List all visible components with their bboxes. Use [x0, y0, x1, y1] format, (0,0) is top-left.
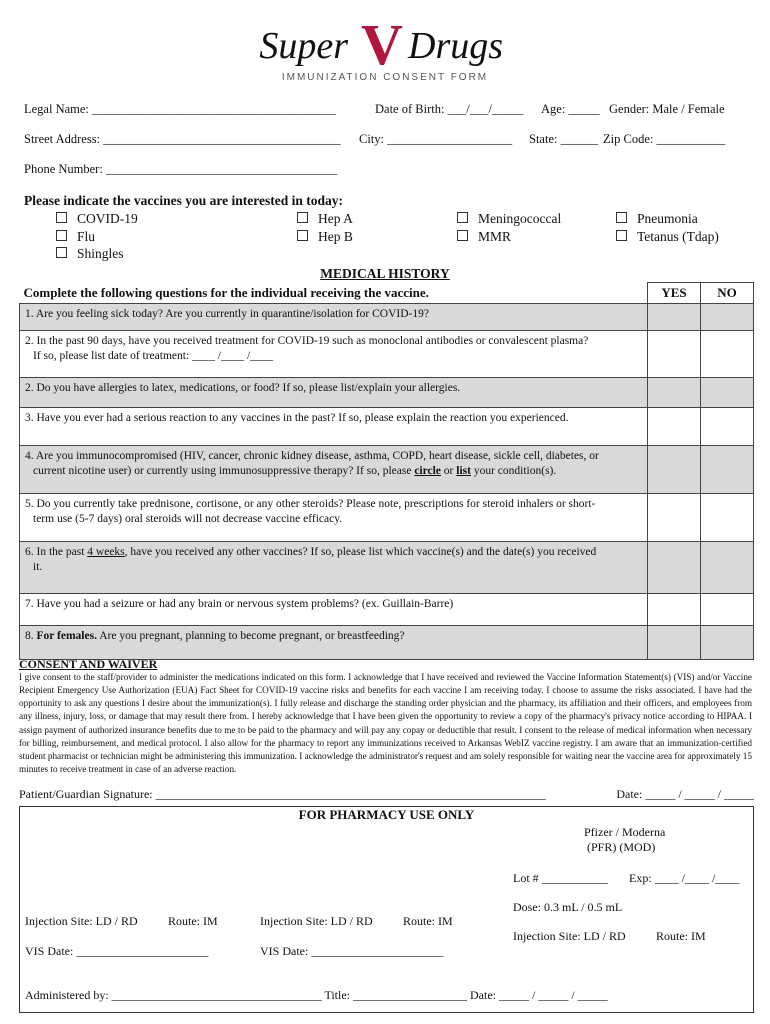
dose-options[interactable]: Dose: 0.3 mL / 0.5 mL [513, 900, 623, 914]
vaccine-meningococcal-checkbox[interactable] [457, 211, 561, 227]
question-8-no-cell[interactable] [701, 593, 754, 625]
checkbox-box[interactable] [56, 247, 67, 258]
checkbox-box[interactable] [297, 212, 308, 223]
consent-text: I give consent to the staff/provider to administer the medications indicated on this form. I acknowledge that I have received and reviewed the Vaccine Information Statement(s) (VIS) and/or Vaccine Recipient Emergency Use Authorization (EUA) Fact Sheet for COVID-19 vaccine risks and benefits for each vaccine I am receiving today. I choose to assume the risks associated. I have had the opportunity to ask any questions I desire about the immunization(s). I fully release and discharge the standing order physician and the pharmacy, its affiliation and their officers, and employees from any illness, injury, loss, or damage that may result there from. I hereby acknowledge that I have been given the opportunity to review a copy of the pharmacy's privacy notice according to HIPAA. I assign payment of authorized insurance benefits due to me to be paid to the pharmacy and will pay any copay or deductible that result. I consent to the release of medical information when necessary for billing, reimbursement, and medical protocol. I also allow for the pharmacy to report any immunizations received to Arkansas WebIZ vaccine registry. I am aware that an immunization-certified student pharmacist or technician might be administering this immunization. I acknowledge the administrator's request and am solely responsible for waiting near the vaccine area for approximately 15 minutes to receive treatment in case of an adverse reaction. [19, 672, 752, 775]
question-row-6 [20, 493, 754, 541]
signature-field[interactable]: Patient/Guardian Signature: _________________________________________________________________ [19, 787, 546, 801]
logo-super-text: Super [259, 25, 348, 67]
checkbox-box[interactable] [457, 230, 468, 241]
vaccine-label: Hep B [318, 229, 353, 244]
medical-history-table [19, 282, 754, 660]
consent-title: CONSENT AND WAIVER [19, 657, 158, 671]
question-5-line-1: 4. Are you immunocompromised (HIV, cancer, chronic kidney disease, asthma, COPD, heart disease, sickle cell, diabetes, or [25, 449, 599, 462]
question-6-no-cell[interactable] [701, 493, 754, 541]
question-7-prefix: 6. In the past [25, 545, 85, 558]
question-3-no-cell[interactable] [701, 377, 754, 407]
vaccine-label: Pneumonia [637, 211, 698, 226]
injection-site-1[interactable]: Injection Site: LD / RD [25, 914, 138, 928]
route-3: Route: IM [656, 929, 706, 943]
route-1: Route: IM [168, 914, 218, 928]
pharmacy-brand-abbr: (PFR) (MOD) [587, 840, 656, 854]
question-8-yes-cell[interactable] [648, 593, 701, 625]
expiration-field[interactable]: Exp: ____ /____ /____ [629, 871, 740, 885]
question-2-text [20, 330, 648, 377]
signature-line [19, 787, 754, 802]
question-4-text: 3. Have you ever had a serious reaction to any vaccines in the past? If so, please explain the reaction you experienced. [20, 407, 648, 445]
question-7-underlined: 4 weeks [87, 545, 125, 558]
vaccine-tdap-checkbox[interactable] [616, 229, 719, 245]
question-row-9 [20, 625, 754, 659]
gender-field[interactable]: Gender: Male / Female [609, 102, 725, 116]
vaccine-pneumonia-checkbox[interactable] [616, 211, 698, 227]
checkbox-box[interactable] [56, 212, 67, 223]
question-5-line-2: current nicotine user) or currently using immunosuppressive therapy? If so, please [33, 465, 412, 478]
checkbox-box[interactable] [297, 230, 308, 241]
vaccine-label: Flu [77, 229, 96, 244]
question-7-text [20, 541, 648, 593]
question-7-line-2: it. [33, 561, 43, 574]
question-1-text: 1. Are you feeling sick today? Are you currently in quarantine/isolation for COVID-19? [20, 303, 648, 330]
question-6-yes-cell[interactable] [648, 493, 701, 541]
route-2: Route: IM [403, 914, 453, 928]
question-5-end: your condition(s). [473, 465, 557, 478]
question-6-line-2: term use (5-7 days) oral steroids will not decrease vaccine efficacy. [33, 513, 343, 526]
dob-field[interactable]: Date of Birth: ___/___/_____ [375, 102, 524, 116]
question-2-line-1: 2. In the past 90 days, have you received treatment for COVID-19 such as monoclonal antibodies or convalescent plasma? [25, 334, 589, 347]
medical-history-subtitle: Complete the following questions for the individual receiving the vaccine. [20, 283, 648, 304]
question-row-1 [20, 303, 754, 330]
question-row-4 [20, 407, 754, 445]
vaccine-hepb-checkbox[interactable] [297, 229, 353, 245]
question-5-yes-cell[interactable] [648, 445, 701, 493]
question-row-3 [20, 377, 754, 407]
no-column-header: NO [701, 283, 754, 304]
question-1-yes-cell[interactable] [648, 303, 701, 330]
zip-code-field[interactable]: Zip Code: ___________ [603, 132, 726, 146]
street-address-field[interactable]: Street Address: ______________________________________ [24, 132, 341, 146]
vaccine-label: COVID-19 [77, 211, 138, 226]
question-7-suffix: , have you received any other vaccines? If so, please list which vaccine(s) and the date(s) you received [124, 545, 597, 558]
logo-drugs-text: Drugs [408, 25, 504, 67]
question-5-circle-word: circle [414, 465, 441, 478]
table-header-row [20, 283, 754, 304]
question-9-no-cell[interactable] [701, 625, 754, 659]
vaccine-hepa-checkbox[interactable] [297, 211, 353, 227]
legal-name-field[interactable]: Legal Name: _______________________________________ [24, 102, 336, 116]
question-9-suffix: Are you pregnant, planning to become pregnant, or breastfeeding? [99, 629, 405, 642]
question-2-line-2: If so, please list date of treatment: ____ /____ /____ [33, 350, 274, 363]
question-9-text [20, 625, 648, 659]
question-3-yes-cell[interactable] [648, 377, 701, 407]
question-7-yes-cell[interactable] [648, 541, 701, 593]
pharmacy-use-title: FOR PHARMACY USE ONLY [298, 807, 475, 822]
vis-date-2[interactable]: VIS Date: ______________________ [260, 944, 444, 958]
question-5-list-word: list [456, 465, 471, 478]
question-8-text: 7. Have you had a seizure or had any brain or nervous system problems? (ex. Guillain-Barre) [20, 593, 648, 625]
vis-date-1[interactable]: VIS Date: ______________________ [25, 944, 209, 958]
phone-number-field[interactable]: Phone Number: _____________________________________ [24, 162, 338, 176]
vaccine-flu-checkbox[interactable] [56, 229, 95, 245]
vaccine-label: Tetanus (Tdap) [637, 229, 719, 244]
vaccine-label: Shingles [77, 246, 124, 261]
question-2-no-cell[interactable] [701, 330, 754, 377]
vaccine-shingles-checkbox[interactable] [56, 246, 124, 262]
question-1-no-cell[interactable] [701, 303, 754, 330]
super-v-drugs-logo [0, 18, 770, 70]
logo-v-letter: V [361, 18, 403, 70]
state-field[interactable]: State: ______ [529, 132, 599, 146]
checkbox-box[interactable] [616, 212, 627, 223]
question-2-yes-cell[interactable] [648, 330, 701, 377]
question-5-or-word: or [443, 465, 454, 478]
yes-column-header: YES [648, 283, 701, 304]
question-row-2 [20, 330, 754, 377]
question-6-text [20, 493, 648, 541]
signature-date-field[interactable]: Date: _____ / _____ / _____ [616, 787, 754, 801]
vaccines-heading: Please indicate the vaccines you are interested in today: [24, 193, 343, 208]
pharmacy-brand-options[interactable]: Pfizer / Moderna [584, 825, 666, 839]
checkbox-box[interactable] [616, 230, 627, 241]
question-9-prefix: 8. [25, 629, 34, 642]
pharmacy-use-box [19, 806, 754, 1013]
form-subtitle: IMMUNIZATION CONSENT FORM [281, 72, 489, 83]
checkbox-box[interactable] [56, 230, 67, 241]
question-6-line-1: 5. Do you currently take prednisone, cortisone, or any other steroids? Please note, prescriptions for steroid inhalers or short- [25, 497, 596, 510]
city-field[interactable]: City: ____________________ [359, 132, 513, 146]
vaccine-label: Hep A [318, 211, 353, 226]
question-5-text [20, 445, 648, 493]
administered-by-line[interactable]: Administered by: ___________________________________ Title: ___________________ Date: _____ / _____ / _____ [25, 988, 608, 1002]
question-7-no-cell[interactable] [701, 541, 754, 593]
question-row-8 [20, 593, 754, 625]
lot-number-field[interactable]: Lot # ___________ [513, 871, 608, 885]
medical-history-title: MEDICAL HISTORY [320, 266, 450, 281]
age-field[interactable]: Age: _____ [541, 102, 600, 116]
question-row-5 [20, 445, 754, 493]
question-row-7 [20, 541, 754, 593]
vaccine-mmr-checkbox[interactable] [457, 229, 511, 245]
question-5-no-cell[interactable] [701, 445, 754, 493]
question-4-yes-cell[interactable] [648, 407, 701, 445]
injection-site-3[interactable]: Injection Site: LD / RD [513, 929, 626, 943]
checkbox-box[interactable] [457, 212, 468, 223]
injection-site-2[interactable]: Injection Site: LD / RD [260, 914, 373, 928]
vaccine-label: MMR [478, 229, 512, 244]
vaccine-label: Meningococcal [478, 211, 562, 226]
question-3-text: 2. Do you have allergies to latex, medications, or food? If so, please list/explain your allergies. [20, 377, 648, 407]
question-9-yes-cell[interactable] [648, 625, 701, 659]
question-4-no-cell[interactable] [701, 407, 754, 445]
question-9-bold: For females. [36, 629, 97, 642]
vaccine-covid19-checkbox[interactable] [56, 211, 138, 227]
